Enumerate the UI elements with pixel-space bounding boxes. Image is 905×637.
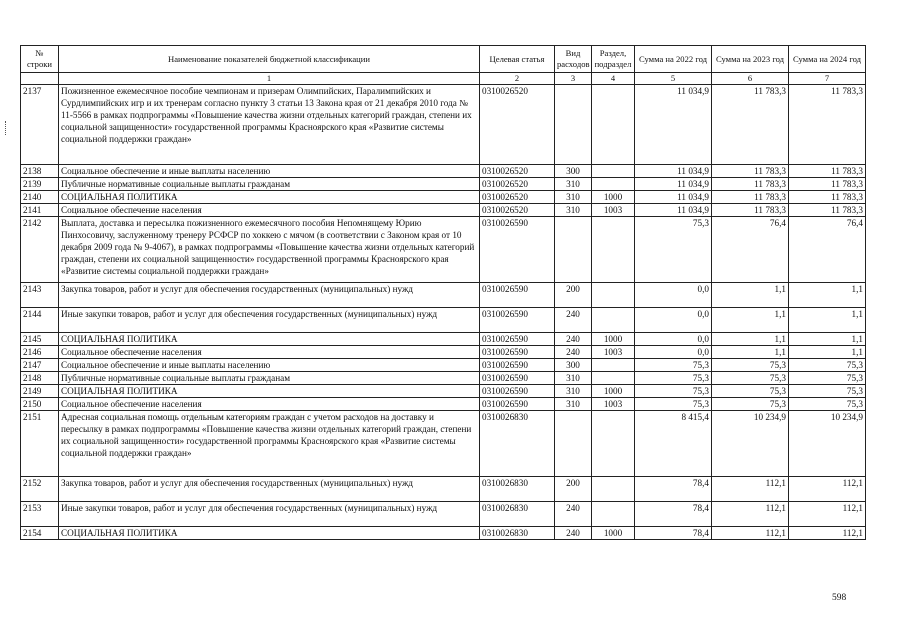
- row-sum-2022: 75,3: [635, 372, 712, 385]
- header-sum-2024: Сумма на 2024 год: [789, 46, 866, 73]
- header-kind: Вид расходов: [555, 46, 592, 73]
- row-name: Выплата, доставка и пересылка пожизненного ежемесячного пособия Непомнящему Юрию Пинхосовичу, заслуженному тренеру РСФСР по хоккею с мячом (в соответствии с Законом края от 10 декабря 2009 года № 9-4067), в рамках подпрограммы «Повышение качества жизни отдельных категорий граждан, степени их социальной защищенности» государственной программы Красноярского края «Развитие системы социальной поддержки граждан»: [59, 217, 480, 283]
- row-section: [592, 283, 635, 308]
- row-target: 0310026520: [480, 204, 555, 217]
- row-sum-2024: 11 783,3: [789, 204, 866, 217]
- row-name: Социальное обеспечение населения: [59, 398, 480, 411]
- row-sum-2024: 76,4: [789, 217, 866, 283]
- row-target: 0310026590: [480, 359, 555, 372]
- row-sum-2024: 75,3: [789, 385, 866, 398]
- row-sum-2023: 11 783,3: [712, 85, 789, 165]
- table-header-row: [21, 46, 866, 73]
- row-name: Закупка товаров, работ и услуг для обеспечения государственных (муниципальных) нужд: [59, 283, 480, 308]
- row-sum-2023: 75,3: [712, 372, 789, 385]
- page-number: 598: [832, 593, 847, 603]
- row-number: 2149: [21, 385, 59, 398]
- row-section: 1000: [592, 385, 635, 398]
- table-row: [21, 359, 866, 372]
- row-sum-2023: 1,1: [712, 346, 789, 359]
- row-sum-2023: 75,3: [712, 359, 789, 372]
- row-number: 2142: [21, 217, 59, 283]
- row-sum-2022: 75,3: [635, 385, 712, 398]
- column-number: 6: [712, 73, 789, 85]
- row-sum-2022: 0,0: [635, 308, 712, 333]
- row-name: Иные закупки товаров, работ и услуг для обеспечения государственных (муниципальных) нужд: [59, 502, 480, 527]
- table-row: [21, 372, 866, 385]
- row-name: СОЦИАЛЬНАЯ ПОЛИТИКА: [59, 385, 480, 398]
- row-sum-2024: 75,3: [789, 372, 866, 385]
- row-number: 2138: [21, 165, 59, 178]
- row-sum-2024: 1,1: [789, 333, 866, 346]
- row-sum-2024: 10 234,9: [789, 411, 866, 477]
- row-section: [592, 308, 635, 333]
- row-number: 2137: [21, 85, 59, 165]
- row-number: 2148: [21, 372, 59, 385]
- row-number: 2144: [21, 308, 59, 333]
- row-target: 0310026830: [480, 527, 555, 540]
- row-sum-2023: 11 783,3: [712, 178, 789, 191]
- row-kind: 200: [555, 477, 592, 502]
- row-sum-2023: 112,1: [712, 502, 789, 527]
- row-sum-2023: 75,3: [712, 385, 789, 398]
- row-target: 0310026590: [480, 283, 555, 308]
- header-name: Наименование показателей бюджетной классификации: [59, 46, 480, 73]
- row-sum-2024: 1,1: [789, 346, 866, 359]
- row-name: Адресная социальная помощь отдельным категориям граждан с учетом расходов на доставку и пересылку в рамках подпрограммы «Повышение качества жизни отдельных категорий граждан, степени их социальной защищенности» государственной программы Красноярского края «Развитие системы социальной поддержки граждан»: [59, 411, 480, 477]
- row-sum-2022: 78,4: [635, 527, 712, 540]
- row-sum-2022: 11 034,9: [635, 165, 712, 178]
- header-row-no: № строки: [21, 46, 59, 73]
- row-target: 0310026520: [480, 178, 555, 191]
- row-kind: [555, 85, 592, 165]
- row-kind: 240: [555, 346, 592, 359]
- row-kind: 300: [555, 165, 592, 178]
- table-row: [21, 398, 866, 411]
- row-kind: 310: [555, 178, 592, 191]
- row-name: Иные закупки товаров, работ и услуг для обеспечения государственных (муниципальных) нужд: [59, 308, 480, 333]
- header-sum-2023: Сумма на 2023 год: [712, 46, 789, 73]
- row-sum-2022: 78,4: [635, 502, 712, 527]
- row-sum-2022: 75,3: [635, 217, 712, 283]
- row-sum-2024: 1,1: [789, 308, 866, 333]
- row-kind: 310: [555, 372, 592, 385]
- row-sum-2024: 11 783,3: [789, 178, 866, 191]
- row-kind: 310: [555, 398, 592, 411]
- row-sum-2024: 11 783,3: [789, 85, 866, 165]
- row-sum-2022: 78,4: [635, 477, 712, 502]
- table-row: [21, 204, 866, 217]
- row-target: 0310026830: [480, 477, 555, 502]
- row-number: 2139: [21, 178, 59, 191]
- row-name: Социальное обеспечение и иные выплаты населению: [59, 359, 480, 372]
- row-number: 2150: [21, 398, 59, 411]
- row-kind: 310: [555, 385, 592, 398]
- row-target: 0310026590: [480, 346, 555, 359]
- column-number: 7: [789, 73, 866, 85]
- row-target: 0310026520: [480, 85, 555, 165]
- table-row: [21, 178, 866, 191]
- column-number: 1: [59, 73, 480, 85]
- row-kind: 240: [555, 333, 592, 346]
- row-section: [592, 178, 635, 191]
- row-sum-2023: 11 783,3: [712, 191, 789, 204]
- row-target: 0310026590: [480, 385, 555, 398]
- row-target: 0310026830: [480, 411, 555, 477]
- row-kind: 240: [555, 502, 592, 527]
- column-number: [21, 73, 59, 85]
- row-kind: [555, 411, 592, 477]
- table-row: [21, 333, 866, 346]
- table-row: [21, 346, 866, 359]
- row-number: 2146: [21, 346, 59, 359]
- row-sum-2022: 11 034,9: [635, 85, 712, 165]
- row-sum-2022: 0,0: [635, 333, 712, 346]
- row-section: [592, 359, 635, 372]
- row-sum-2022: 11 034,9: [635, 204, 712, 217]
- row-sum-2023: 1,1: [712, 333, 789, 346]
- header-sum-2022: Сумма на 2022 год: [635, 46, 712, 73]
- row-name: Публичные нормативные социальные выплаты гражданам: [59, 372, 480, 385]
- row-name: Социальное обеспечение населения: [59, 204, 480, 217]
- row-target: 0310026520: [480, 165, 555, 178]
- table-body: [21, 85, 866, 540]
- row-section: 1003: [592, 204, 635, 217]
- row-section: 1003: [592, 398, 635, 411]
- row-sum-2022: 0,0: [635, 346, 712, 359]
- row-section: [592, 477, 635, 502]
- row-sum-2024: 75,3: [789, 398, 866, 411]
- margin-mark: [5, 121, 7, 135]
- row-sum-2024: 11 783,3: [789, 165, 866, 178]
- row-kind: 240: [555, 308, 592, 333]
- row-kind: 310: [555, 204, 592, 217]
- row-sum-2022: 75,3: [635, 398, 712, 411]
- row-sum-2024: 112,1: [789, 527, 866, 540]
- row-section: [592, 502, 635, 527]
- row-sum-2024: 1,1: [789, 283, 866, 308]
- row-sum-2023: 10 234,9: [712, 411, 789, 477]
- row-name: Социальное обеспечение и иные выплаты населению: [59, 165, 480, 178]
- row-section: [592, 165, 635, 178]
- row-name: Социальное обеспечение населения: [59, 346, 480, 359]
- column-number: 3: [555, 73, 592, 85]
- row-name: СОЦИАЛЬНАЯ ПОЛИТИКА: [59, 191, 480, 204]
- column-number-row: [21, 73, 866, 85]
- row-kind: 300: [555, 359, 592, 372]
- table-row: [21, 217, 866, 283]
- row-target: 0310026590: [480, 308, 555, 333]
- table-row: [21, 165, 866, 178]
- row-sum-2023: 1,1: [712, 283, 789, 308]
- column-number: 5: [635, 73, 712, 85]
- budget-table: [20, 45, 866, 540]
- header-section: Раздел, подраздел: [592, 46, 635, 73]
- table-row: [21, 85, 866, 165]
- row-sum-2024: 112,1: [789, 477, 866, 502]
- row-section: 1000: [592, 191, 635, 204]
- row-sum-2023: 112,1: [712, 477, 789, 502]
- table-row: [21, 191, 866, 204]
- row-section: [592, 372, 635, 385]
- row-kind: 240: [555, 527, 592, 540]
- row-target: 0310026520: [480, 191, 555, 204]
- row-name: Закупка товаров, работ и услуг для обеспечения государственных (муниципальных) нужд: [59, 477, 480, 502]
- row-section: 1003: [592, 346, 635, 359]
- column-number: 2: [480, 73, 555, 85]
- row-sum-2022: 75,3: [635, 359, 712, 372]
- row-number: 2152: [21, 477, 59, 502]
- row-number: 2145: [21, 333, 59, 346]
- row-number: 2141: [21, 204, 59, 217]
- row-number: 2154: [21, 527, 59, 540]
- row-name: СОЦИАЛЬНАЯ ПОЛИТИКА: [59, 333, 480, 346]
- row-target: 0310026590: [480, 398, 555, 411]
- table-row: [21, 527, 866, 540]
- table-row: [21, 411, 866, 477]
- table-row: [21, 308, 866, 333]
- column-number: 4: [592, 73, 635, 85]
- row-sum-2023: 11 783,3: [712, 165, 789, 178]
- row-target: 0310026830: [480, 502, 555, 527]
- row-sum-2024: 11 783,3: [789, 191, 866, 204]
- row-sum-2024: 75,3: [789, 359, 866, 372]
- row-kind: 310: [555, 191, 592, 204]
- row-name: Пожизненное ежемесячное пособие чемпионам и призерам Олимпийских, Паралимпийских и Сурдлимпийских игр и их тренерам согласно пункту 3 статьи 13 Закона края от 21 декабря 2010 года № 11-5566 в рамках подпрограммы «Повышение качества жизни отдельных категорий граждан, степени их социальной защищенности» государственной программы Красноярского края «Развитие системы социальной поддержки граждан»: [59, 85, 480, 165]
- row-number: 2143: [21, 283, 59, 308]
- row-sum-2022: 8 415,4: [635, 411, 712, 477]
- row-number: 2151: [21, 411, 59, 477]
- row-name: СОЦИАЛЬНАЯ ПОЛИТИКА: [59, 527, 480, 540]
- row-sum-2023: 1,1: [712, 308, 789, 333]
- table-row: [21, 502, 866, 527]
- row-number: 2147: [21, 359, 59, 372]
- row-number: 2153: [21, 502, 59, 527]
- row-number: 2140: [21, 191, 59, 204]
- header-target: Целевая статья: [480, 46, 555, 73]
- row-sum-2022: 11 034,9: [635, 178, 712, 191]
- table-row: [21, 283, 866, 308]
- row-section: [592, 411, 635, 477]
- row-section: [592, 217, 635, 283]
- row-sum-2022: 11 034,9: [635, 191, 712, 204]
- table-row: [21, 385, 866, 398]
- row-section: [592, 85, 635, 165]
- row-sum-2023: 76,4: [712, 217, 789, 283]
- row-target: 0310026590: [480, 372, 555, 385]
- row-kind: [555, 217, 592, 283]
- row-target: 0310026590: [480, 217, 555, 283]
- row-sum-2024: 112,1: [789, 502, 866, 527]
- row-section: 1000: [592, 527, 635, 540]
- table-row: [21, 477, 866, 502]
- row-sum-2022: 0,0: [635, 283, 712, 308]
- row-name: Публичные нормативные социальные выплаты гражданам: [59, 178, 480, 191]
- row-kind: 200: [555, 283, 592, 308]
- row-sum-2023: 75,3: [712, 398, 789, 411]
- row-target: 0310026590: [480, 333, 555, 346]
- row-sum-2023: 112,1: [712, 527, 789, 540]
- row-section: 1000: [592, 333, 635, 346]
- row-sum-2023: 11 783,3: [712, 204, 789, 217]
